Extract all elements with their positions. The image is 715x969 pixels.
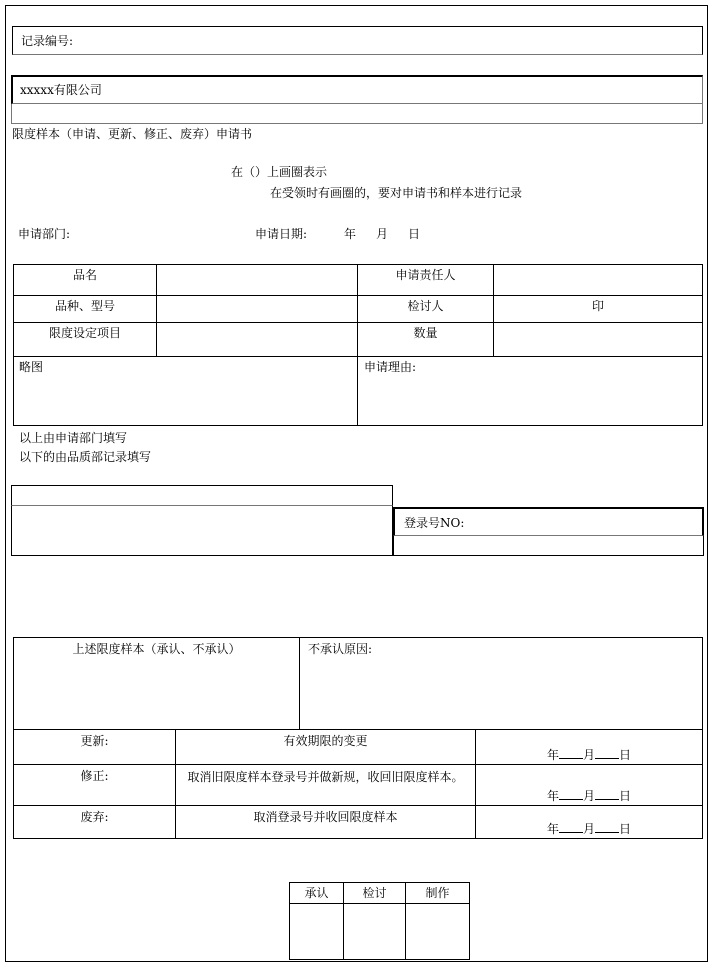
- instruction-line-1: 在（）上画圈表示: [231, 165, 328, 179]
- approval-status-cell[interactable]: [14, 638, 300, 730]
- application-date-label: 申请日期:: [255, 227, 308, 241]
- sketch-area[interactable]: [14, 357, 358, 426]
- approval-table: [13, 637, 703, 730]
- department-label: 申请部门:: [18, 227, 71, 241]
- signoff-approve-cell[interactable]: [290, 904, 344, 960]
- application-info-table: [13, 264, 703, 426]
- sketch-label: 略图: [19, 360, 44, 374]
- update-description: 有效期限的变更: [176, 730, 476, 765]
- revise-date[interactable]: 年 月 日: [476, 765, 703, 806]
- note-above: 以上由申请部门填写: [19, 431, 128, 445]
- note-below: 以下的由品质部记录填写: [19, 450, 152, 464]
- quality-content-box[interactable]: [11, 505, 393, 556]
- date-day: 日: [408, 227, 421, 241]
- reason-area[interactable]: [358, 357, 703, 426]
- discard-date[interactable]: 年 月 日: [476, 806, 703, 839]
- record-number-label: 记录编号:: [21, 34, 74, 48]
- variety-model-label: 品种、型号: [14, 296, 157, 323]
- registration-number-field[interactable]: [393, 507, 704, 536]
- change-type-table: [13, 729, 703, 839]
- quality-header-box: [11, 485, 393, 506]
- registration-number-label: 登录号NO:: [404, 516, 465, 530]
- record-number-field[interactable]: [12, 26, 703, 55]
- signoff-review-cell[interactable]: [344, 904, 406, 960]
- signoff-header-approve: 承认: [290, 883, 344, 904]
- rejection-reason-label: 不承认原因:: [308, 642, 373, 656]
- discard-description: 取消登录号并收回限度样本: [176, 806, 476, 839]
- revise-description: 取消旧限度样本登录号并做新规，收回旧限度样本。: [176, 765, 476, 806]
- signoff-header-prepare: 制作: [406, 883, 470, 904]
- signoff-header-review: 检讨: [344, 883, 406, 904]
- registration-subrow: [393, 536, 704, 556]
- update-date[interactable]: 年 月 日: [476, 730, 703, 765]
- variety-model-input[interactable]: [157, 296, 358, 323]
- signoff-prepare-cell[interactable]: [406, 904, 470, 960]
- update-label: 更新:: [14, 730, 176, 765]
- table-row: [14, 806, 703, 839]
- company-name: xxxxx有限公司: [20, 83, 102, 97]
- discard-label: 废弃:: [14, 806, 176, 839]
- reason-label: 申请理由:: [364, 360, 417, 374]
- limit-items-label: 限度设定项目: [14, 323, 157, 357]
- table-row: [14, 730, 703, 765]
- product-name-input[interactable]: [157, 265, 358, 296]
- quantity-label: 数量: [358, 323, 494, 357]
- limit-items-input[interactable]: [157, 323, 358, 357]
- responsible-person-label: 申请责任人: [358, 265, 494, 296]
- rejection-reason-cell[interactable]: [300, 638, 703, 730]
- date-month: 月: [376, 227, 389, 241]
- form-title: 限度样本（申请、更新、修正、废弃）申请书: [12, 127, 253, 141]
- signoff-table: [289, 882, 470, 960]
- company-subrow: [11, 104, 703, 124]
- instruction-line-2: 在受领时有画圈的，要对申请书和样本进行记录: [270, 186, 523, 200]
- seal-cell[interactable]: 印: [494, 296, 703, 323]
- responsible-person-input[interactable]: [494, 265, 703, 296]
- date-year: 年: [344, 227, 357, 241]
- reviewer-label: 检讨人: [358, 296, 494, 323]
- approval-status-label: 上述限度样本（承认、不承认）: [72, 642, 241, 656]
- product-name-label: 品名: [14, 265, 157, 296]
- quantity-input[interactable]: [494, 323, 703, 357]
- table-row: [14, 765, 703, 806]
- revise-label: 修正:: [14, 765, 176, 806]
- company-header: [11, 75, 703, 104]
